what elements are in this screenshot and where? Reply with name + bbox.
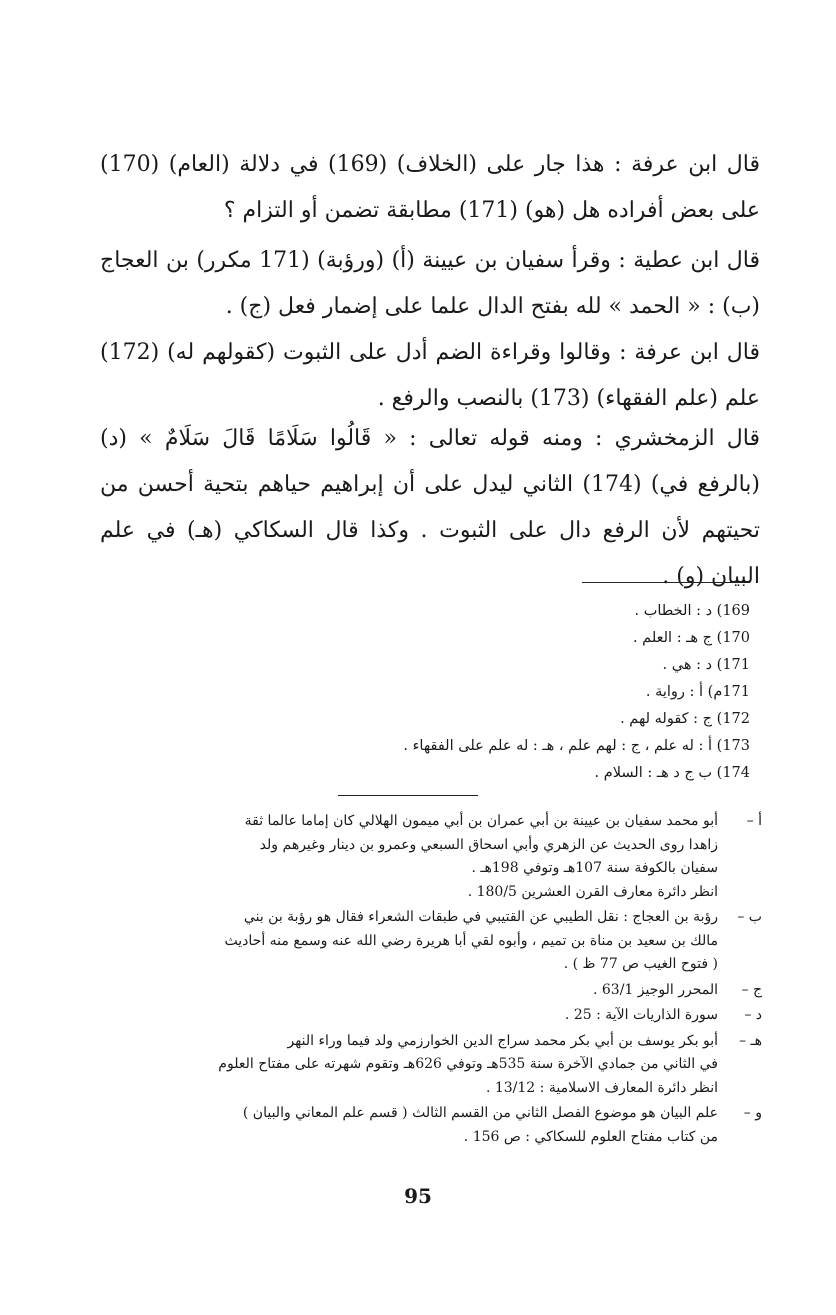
reference-marker: أ – (746, 813, 762, 829)
reference-marker: ب – (737, 909, 762, 925)
reference-line: انظر دائرة معارف القرن العشرين 180/5 . (467, 883, 718, 900)
reference-text (72, 979, 718, 1003)
variant-note: 170) ج هـ : العلم . (632, 630, 750, 646)
variant-note: 172) ج : كقوله لهم . (620, 711, 750, 727)
reference-text (72, 1102, 718, 1149)
reference-line: زاهدا روى الحديث عن الزهري وأبي اسحاق السبعي وعمرو بن دينار وغيرهم ولد (259, 836, 718, 853)
variant-note: 174) ب ج د هـ : السلام . (594, 765, 750, 781)
paragraph-ibn-atiyya: قال ابن عطية : وقرأ سفيان بن عيينة (أ) (ورؤبة) (171 مكرر) بن العجاج (ب) : « الحمد » لله بفتح الدال علما على إضمار فعل (ج) . (100, 248, 760, 319)
paragraph-zamakhshari: قال الزمخشري : ومنه قوله تعالى : « قَالُوا سَلَامًا قَالَ سَلَامٌ » (د) (بالرفع في) (174) الثاني ليدل على أن إبراهيم حياهم بتحية أحسن من تحيتهم لأن الرفع دال على الثبوت . وكذا قال السكاكي (هـ) في علم البيان (و) . (100, 426, 760, 589)
reference-line: مالك بن سعيد بن مناة بن تميم ، وأبوه لقي أبا هريرة رضي الله عنه وسمع منه أحاديث (224, 932, 718, 949)
variant-note: 171) د : هي . (662, 657, 750, 673)
reference-marker: هـ – (739, 1032, 762, 1049)
reference-line: سفيان بالكوفة سنة 107هـ وتوفي 198هـ . (471, 860, 718, 876)
variant-note: 169) د : الخطاب . (634, 603, 750, 619)
reference-marker: د – (744, 1007, 762, 1023)
paragraph-ibn-arafa-1: قال ابن عرفة : هذا جار على (الخلاف) (169) في دلالة (العام) (170) على بعض أفراده هل (هو) (171) مطابقة تضمن أو التزام ؟ (100, 152, 760, 223)
reference-text (72, 906, 718, 977)
variant-notes (290, 598, 750, 787)
reference-line: أبو محمد سفيان بن عيينة بن أبي عمران بن أبي ميمون الهلالي كان إماما عالما ثقة (244, 813, 718, 829)
notes-divider (582, 582, 750, 583)
reference-item (72, 1030, 762, 1101)
reference-item (72, 810, 762, 904)
reference-line: المحرر الوجيز 63/1 . (592, 981, 718, 998)
reference-item (72, 906, 762, 977)
reference-line: من كتاب مفتاح العلوم للسكاكي : ص 156 . (463, 1128, 718, 1145)
reference-marker: و – (743, 1105, 762, 1121)
references-list (72, 810, 762, 1151)
reference-line: ( فتوح الغيب ص 77 ظ ) . (563, 956, 718, 972)
reference-item (72, 979, 762, 1003)
paragraph-ibn-arafa-2: قال ابن عرفة : وقالوا وقراءة الضم أدل على الثبوت (كقولهم له) (172) علم (علم الفقهاء) (173) بالنصب والرفع . (100, 340, 760, 411)
variant-note: 171م) أ : رواية . (645, 684, 750, 700)
page-number: 95 (404, 1184, 432, 1208)
reference-item (72, 1004, 762, 1028)
variant-note: 173) أ : له علم ، ج : لهم علم ، هـ : له علم على الفقهاء . (403, 738, 750, 754)
references-divider (338, 795, 478, 796)
reference-text (72, 1004, 718, 1028)
reference-line: سورة الذاريات الآية : 25 . (564, 1007, 718, 1023)
reference-text (72, 810, 718, 904)
reference-line: أبو بكر يوسف بن أبي بكر محمد سراج الدين الخوارزمي ولد فيما وراء النهر (287, 1032, 718, 1049)
reference-item (72, 1102, 762, 1149)
reference-marker: ج – (741, 981, 762, 998)
reference-line: علم البيان هو موضوع الفصل الثاني من القسم الثالث ( قسم علم المعاني والبيان ) (242, 1105, 718, 1121)
reference-line: رؤبة بن العجاج : نقل الطيبي عن القتيبي في طبقات الشعراء فقال هو رؤبة بن بني (243, 909, 718, 925)
reference-line: انظر دائرة المعارف الاسلامية : 13/12 . (485, 1079, 718, 1096)
reference-text (72, 1030, 718, 1101)
reference-line: في الثاني من جمادي الآخرة سنة 535هـ وتوفي 626هـ وتقوم شهرته على مفتاح العلوم (218, 1056, 718, 1072)
